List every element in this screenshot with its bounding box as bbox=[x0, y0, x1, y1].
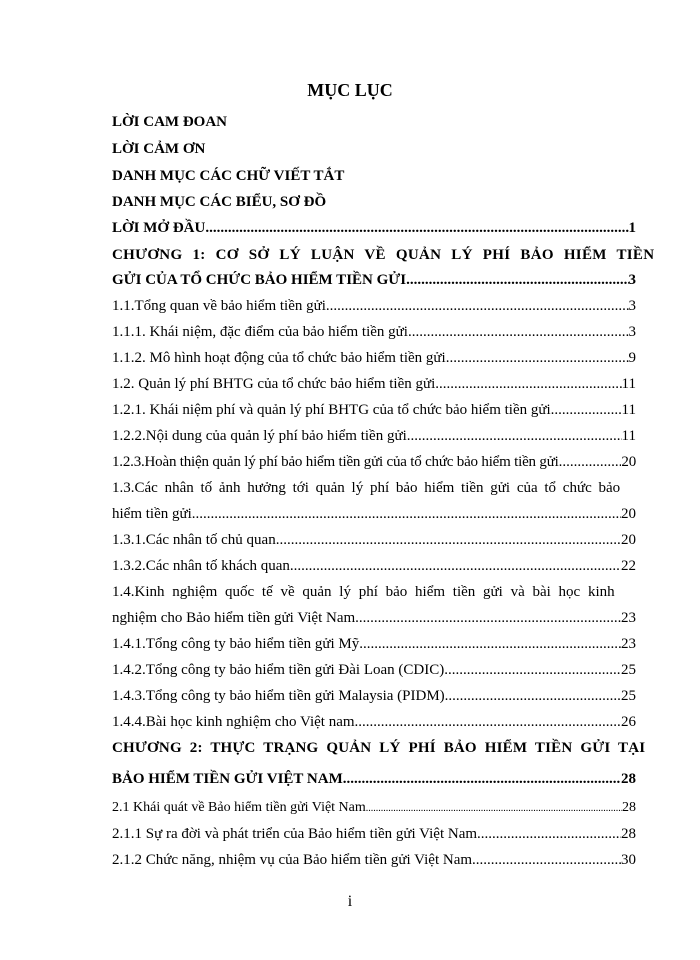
toc-entry[interactable] bbox=[112, 324, 636, 348]
toc-entry[interactable] bbox=[112, 194, 636, 218]
toc-entry[interactable] bbox=[112, 454, 636, 478]
toc-entry-text: CHƯƠNG 1: CƠ SỞ LÝ LUẬN VỀ QUẢN LÝ PHÍ BẢO HIỂM TIỀN bbox=[112, 247, 655, 263]
toc-entry-chapter[interactable] bbox=[112, 247, 655, 271]
toc-entry[interactable] bbox=[112, 298, 636, 322]
toc-page-number: 28 bbox=[622, 800, 636, 815]
toc-page-number: 3 bbox=[628, 272, 636, 288]
toc-entry-text: 1.2.2.Nội dung của quản lý phí bảo hiểm tiền gửi bbox=[112, 428, 407, 444]
dot-leader bbox=[343, 771, 621, 788]
toc-entry[interactable] bbox=[112, 610, 636, 634]
toc-page-number: 9 bbox=[628, 350, 636, 366]
toc-page-number: 20 bbox=[621, 506, 636, 522]
toc-page-number: 11 bbox=[621, 428, 636, 444]
toc-entry-text: DANH MỤC CÁC CHỮ VIẾT TẮT bbox=[112, 168, 345, 184]
dot-leader bbox=[326, 298, 629, 315]
toc-entry-text: 1.4.1.Tổng công ty bảo hiểm tiền gửi Mỹ bbox=[112, 636, 360, 652]
toc-page-number: 23 bbox=[621, 636, 636, 652]
toc-entry-text: nghiệm cho Bảo hiểm tiền gửi Việt Nam bbox=[112, 610, 356, 626]
toc-entry-text: LỜI MỞ ĐẦU bbox=[112, 220, 206, 236]
toc-entry-text: 1.3.Các nhân tố ảnh hưởng tới quản lý phí bảo hiểm tiền gửi của tổ chức bảo bbox=[112, 480, 621, 496]
toc-entry-text: 1.4.2.Tổng công ty bảo hiểm tiền gửi Đài Loan (CDIC) bbox=[112, 662, 445, 678]
toc-entry[interactable] bbox=[112, 141, 636, 165]
toc-entry-text: BẢO HIỂM TIỀN GỬI VIỆT NAM bbox=[112, 771, 343, 787]
toc-entry[interactable] bbox=[112, 480, 636, 504]
toc-entry-text: 2.1.2 Chức năng, nhiệm vụ của Bảo hiểm tiền gửi Việt Nam bbox=[112, 852, 473, 868]
toc-page-number: 25 bbox=[621, 662, 636, 678]
toc-entry[interactable] bbox=[112, 826, 636, 850]
toc-page-number: 25 bbox=[621, 688, 636, 704]
dot-leader bbox=[445, 688, 621, 705]
toc-page-number: 28 bbox=[621, 826, 636, 842]
toc-entry-chapter[interactable] bbox=[112, 272, 636, 296]
toc-entry-text: 1.2.3.Hoàn thiện quản lý phí bảo hiểm tiền gửi của tổ chức bảo hiểm tiền gửi bbox=[112, 454, 559, 470]
toc-entry-text: LỜI CẢM ƠN bbox=[112, 141, 206, 157]
toc-entry-text: 1.4.4.Bài học kinh nghiệm cho Việt nam bbox=[112, 714, 355, 730]
dot-leader bbox=[446, 350, 629, 367]
toc-page-number: 23 bbox=[621, 610, 636, 626]
toc-entry-text: 1.4.Kinh nghiệm quốc tế về quản lý phí bảo hiểm tiền gửi và bài học kinh bbox=[112, 584, 615, 600]
toc-page-number: 11 bbox=[621, 376, 636, 392]
dot-leader bbox=[276, 532, 621, 549]
toc-page-number: 20 bbox=[621, 454, 636, 470]
toc-page-number: 22 bbox=[621, 558, 636, 574]
dot-leader bbox=[359, 636, 621, 653]
dot-leader bbox=[408, 324, 629, 341]
dot-leader bbox=[355, 714, 621, 731]
dot-leader bbox=[551, 402, 622, 419]
toc-entry[interactable] bbox=[112, 402, 636, 426]
toc-entry[interactable] bbox=[112, 428, 636, 452]
toc-entry[interactable] bbox=[112, 662, 636, 686]
toc-entry[interactable] bbox=[112, 220, 636, 244]
toc-entry[interactable] bbox=[112, 688, 636, 712]
toc-entry[interactable] bbox=[112, 636, 636, 660]
toc-entry-text: 1.1.2. Mô hình hoạt động của tổ chức bảo hiểm tiền gửi bbox=[112, 350, 446, 366]
toc-entry[interactable] bbox=[112, 852, 636, 876]
dot-leader bbox=[355, 610, 621, 627]
toc-entry-text: 1.3.2.Các nhân tố khách quan bbox=[112, 558, 290, 574]
toc-page-number: 28 bbox=[621, 771, 636, 787]
toc-entry-text: DANH MỤC CÁC BIỂU, SƠ ĐỒ bbox=[112, 194, 327, 210]
dot-leader bbox=[205, 220, 628, 237]
dot-leader bbox=[290, 558, 621, 575]
toc-entry[interactable] bbox=[112, 800, 636, 824]
toc-entry[interactable] bbox=[112, 584, 636, 608]
toc-page-number: 11 bbox=[621, 402, 636, 418]
dot-leader bbox=[407, 428, 622, 445]
toc-entry-text: 1.1.1. Khái niệm, đặc điểm của bảo hiểm tiền gửi bbox=[112, 324, 408, 340]
dot-leader bbox=[472, 852, 621, 869]
toc-entry[interactable] bbox=[112, 350, 636, 374]
toc-entry[interactable] bbox=[112, 168, 636, 192]
toc-entry-text: CHƯƠNG 2: THỰC TRẠNG QUẢN LÝ PHÍ BẢO HIỂM TIỀN GỬI TẠI bbox=[112, 740, 646, 756]
toc-page-number: 1 bbox=[628, 220, 636, 236]
toc-entry-text: 2.1.1 Sự ra đời và phát triển của Bảo hiểm tiền gửi Việt Nam bbox=[112, 826, 478, 842]
toc-entry[interactable] bbox=[112, 114, 636, 138]
toc-entry-text: 1.1.Tổng quan về bảo hiểm tiền gửi bbox=[112, 298, 326, 314]
dot-leader bbox=[559, 454, 622, 471]
toc-entry-text: 1.2. Quản lý phí BHTG của tổ chức bảo hiểm tiền gửi bbox=[112, 376, 436, 392]
page-title: MỤC LỤC bbox=[307, 80, 393, 100]
toc-entry-text: 2.1 Khái quát về Bảo hiểm tiền gửi Việt Nam bbox=[112, 800, 366, 815]
toc-entry-text: 1.3.1.Các nhân tố chủ quan bbox=[112, 532, 276, 548]
toc-page-number: 3 bbox=[628, 324, 636, 340]
toc-entry[interactable] bbox=[112, 558, 636, 582]
dot-leader bbox=[444, 662, 621, 679]
toc-entry-chapter[interactable] bbox=[112, 740, 646, 764]
toc-entry-text: hiểm tiền gửi bbox=[112, 506, 192, 522]
toc-page-number: 30 bbox=[621, 852, 636, 868]
toc-page-number: 20 bbox=[621, 532, 636, 548]
dot-leader bbox=[435, 376, 621, 393]
dot-leader bbox=[192, 506, 621, 523]
page-number-footer: i bbox=[347, 893, 353, 910]
toc-entry-chapter[interactable] bbox=[112, 771, 636, 795]
toc-entry-text: LỜI CAM ĐOAN bbox=[112, 114, 227, 130]
dot-leader bbox=[477, 826, 621, 843]
toc-entry[interactable] bbox=[112, 376, 636, 400]
dot-leader bbox=[406, 272, 628, 289]
toc-entry[interactable] bbox=[112, 506, 636, 530]
toc-entry-text: 1.2.1. Khái niệm phí và quản lý phí BHTG của tổ chức bảo hiểm tiền gửi bbox=[112, 402, 551, 418]
toc-page-number: 26 bbox=[621, 714, 636, 730]
toc-entry[interactable] bbox=[112, 714, 636, 738]
dot-leader bbox=[366, 803, 622, 814]
toc-entry-text: 1.4.3.Tổng công ty bảo hiểm tiền gửi Malaysia (PIDM) bbox=[112, 688, 445, 704]
toc-entry-text: GỬI CỦA TỔ CHỨC BẢO HIỂM TIỀN GỬI bbox=[112, 272, 407, 288]
toc-entry[interactable] bbox=[112, 532, 636, 556]
toc-page-number: 3 bbox=[628, 298, 636, 314]
